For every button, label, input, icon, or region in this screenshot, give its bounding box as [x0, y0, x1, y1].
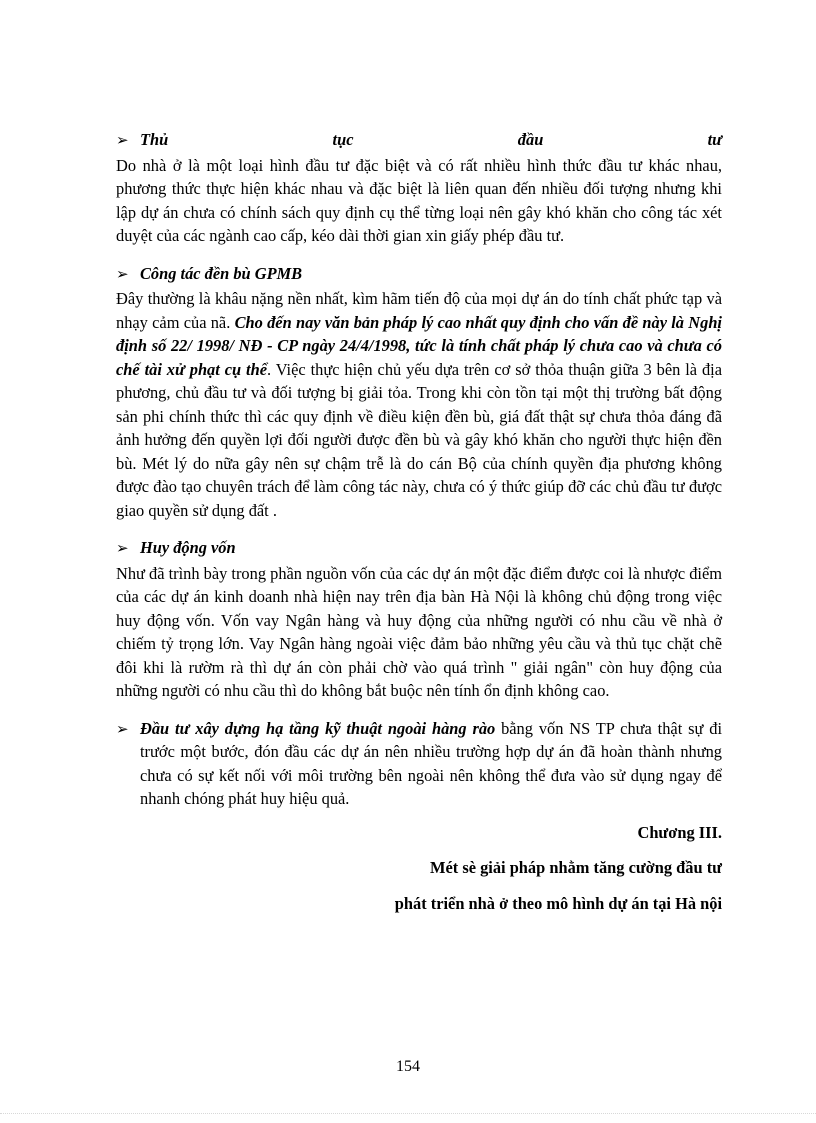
heading-word: tục — [332, 130, 354, 149]
heading-word: Thủ — [140, 130, 169, 149]
emphasis-text: Cho đến nay văn bản pháp lý cao nhất quy định cho vấn đề này là Nghị định số 22/ 1998/ NĐ - CP ngày 24/4/1998, tức là tính chất pháp lý chưa cao và chưa có chế tài xử phạt cụ thể — [116, 312, 722, 379]
section-heading-procedures — [116, 128, 722, 154]
page-bottom-divider — [0, 1113, 816, 1114]
arrow-bullet-icon: ➢ — [116, 721, 129, 738]
section-heading-capital — [116, 536, 722, 562]
section-text-capital: Như đã trình bày trong phần nguồn vốn của các dự án một đặc điểm được coi là nhược điểm của các dự án kinh doanh nhà hiện nay trên địa bàn Hà Nội là không chủ động trong việc huy động vốn. Vốn vay Ngân hàng và huy động của những người có nhu cầu về nhà ở chiếm tỷ trọng lớn. Vay Ngân hàng ngoài việc đảm bảo những yêu cầu và thủ tục chặt chẽ đôi khi là rườm rà thì dự án còn phải chờ vào quá trình " giải ngân" còn huy động của những người có nhu cầu thì do không bắt buộc nên tính ổn định không cao. — [116, 563, 722, 700]
arrow-bullet-icon: ➢ — [116, 541, 129, 557]
heading-words — [140, 128, 722, 152]
section-text-procedures: Do nhà ở là một loại hình đầu tư đặc biệt và có rất nhiều hình thức đầu tư khác nhau, phương thức thực hiện khác nhau và đặc biệt là liên quan đến nhiều đối tượng nhưng khi lập dự án chưa có chính sách quy định cụ thể từng loại nên gây khó khăn cho công tác xét duyệt của các ngành cao cấp, kéo dài thời gian xin giấy phép đầu tư. — [116, 155, 722, 245]
section-infrastructure — [116, 717, 722, 811]
section-heading-compensation — [116, 262, 722, 288]
heading-label: Công tác đền bù GPMB — [140, 263, 303, 283]
text-run: . Việc thực hiện chủ yếu dựa trên cơ sở thỏa thuận giữa 3 bên là địa phương, chủ đầu tư và đối tượng bị giải tỏa. Trong khi còn tồn tại một thị trường bất động sản phi chính thức thì các quy định về điều kiện đền bù, giá đất thật sự chưa thỏa đáng đã ảnh hưởng đến quyền lợi đối người được đền bù và gây khó khăn cho người thực hiện đền bù. Mét lý do nữa gây nên sự chậm trễ là do cán Bộ của chính quyền địa phương không được đào tạo chuyên trách để làm công tác này, chưa có ý thức giúp đỡ các chủ đầu tư được giao quyền sử dụng đất . — [116, 359, 722, 520]
heading-label: Đầu tư xây dựng hạ tầng kỹ thuật ngoài hàng rào — [140, 718, 496, 738]
page-number: 154 — [396, 1058, 420, 1075]
heading-word: tư — [707, 130, 722, 149]
document-body — [116, 128, 722, 915]
section-text-infrastructure — [140, 717, 722, 811]
section-text-compensation — [116, 287, 722, 522]
chapter-title-line2: phát triển nhà ở theo mô hình dự án tại Hà nội — [394, 893, 722, 913]
chapter-label: Chương III. — [637, 822, 722, 842]
chapter-title-line1: Mét sè giải pháp nhằm tăng cường đầu tư — [430, 858, 722, 877]
heading-word: đầu — [517, 130, 544, 149]
text-run: bằng vốn NS TP chưa thật sự đi trước một bước, đón đầu các dự án nên nhiều trường hợp dự án đã hoàn thành nhưng chưa có sự kết nối với môi trường bên ngoài nên không thể đưa vào sử dụng ngay để nhanh chóng phát huy hiệu quả. — [140, 718, 723, 808]
arrow-bullet-icon: ➢ — [116, 266, 129, 283]
arrow-bullet-icon: ➢ — [116, 133, 129, 149]
heading-label: Huy động vốn — [140, 538, 236, 557]
text-run: Đây thường là khâu nặng nền nhất, kìm hãm tiến độ của mọi dự án do tính chất phức tạp và nhạy cảm của nã. — [116, 289, 722, 332]
